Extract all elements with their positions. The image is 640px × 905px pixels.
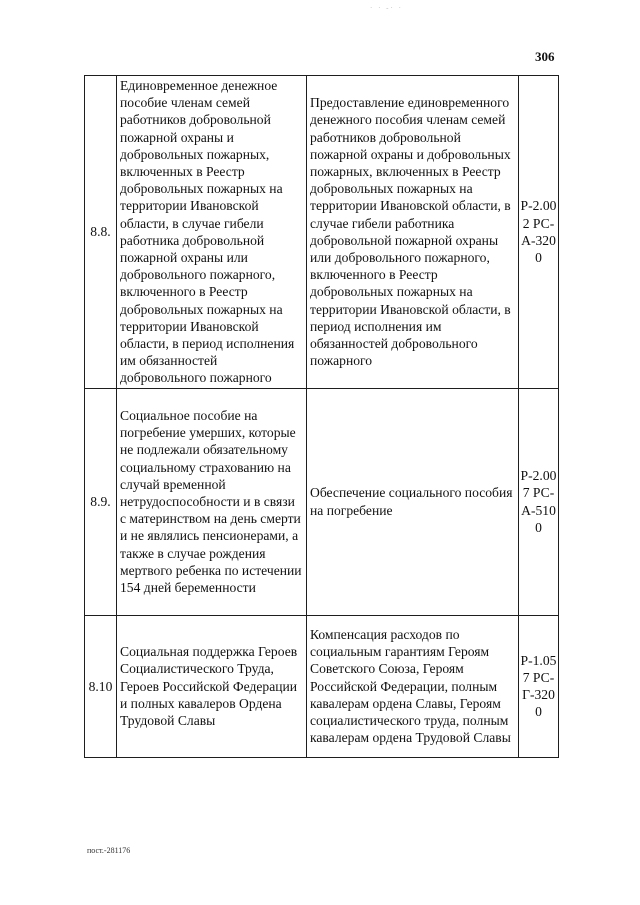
service-name: Социальная поддержка Героев Социалистического Труда, Героев Российской Федерации и полных кавалеров Ордена Трудовой Славы: [117, 615, 307, 757]
row-number: 8.8.: [85, 76, 117, 389]
service-code: Р-1.057 РС-Г-3200: [519, 615, 559, 757]
row-number: 8.9.: [85, 388, 117, 615]
service-name: Единовременное денежное пособие членам семей работников добровольной пожарной охраны и добровольных пожарных, включенных в Реестр добровольных пожарных на территории Ивановской области, в случае гибели работника добровольной пожарной охраны или добровольного пожарного, включенного в Реестр добровольных пожарных на территории Ивановской области, в период исполнения им обязанностей добровольного пожарного: [117, 76, 307, 389]
table-row: [85, 76, 559, 389]
service-description: Предоставление единовременного денежного пособия членам семей работников добровольной пожарной охраны и добровольных пожарных, включенных в Реестр добровольных пожарных на территории Ивановской области, в случае гибели работника добровольной пожарной охраны или добровольного пожарного, включенного в Реестр добровольных пожарных на территории Ивановской области, в период исполнения им обязанностей добровольного пожарного: [307, 76, 519, 389]
table-row: [85, 615, 559, 757]
page-number: 306: [535, 49, 555, 64]
service-code: Р-2.002 РС-А-3200: [519, 76, 559, 389]
scan-artifact: · · -· ·: [370, 4, 403, 12]
services-table: [84, 75, 559, 758]
row-number: 8.10: [85, 615, 117, 757]
service-description: Обеспечение социального пособия на погребение: [307, 388, 519, 615]
table-row: [85, 388, 559, 615]
document-reference: пост.-281176: [87, 846, 131, 855]
service-description: Компенсация расходов по социальным гарантиям Героям Советского Союза, Героям Российской Федерации, полным кавалерам ордена Славы, Героям социалистического труда, полным кавалерам ордена Трудовой Славы: [307, 615, 519, 757]
service-name: Социальное пособие на погребение умерших, которые не подлежали обязательному социальному страхованию на случай временной нетрудоспособности и в связи с материнством на день смерти и не являлись пенсионерами, а также в случае рождения мертвого ребенка по истечении 154 дней беременности: [117, 388, 307, 615]
service-code: Р-2.007 РС-А-5100: [519, 388, 559, 615]
